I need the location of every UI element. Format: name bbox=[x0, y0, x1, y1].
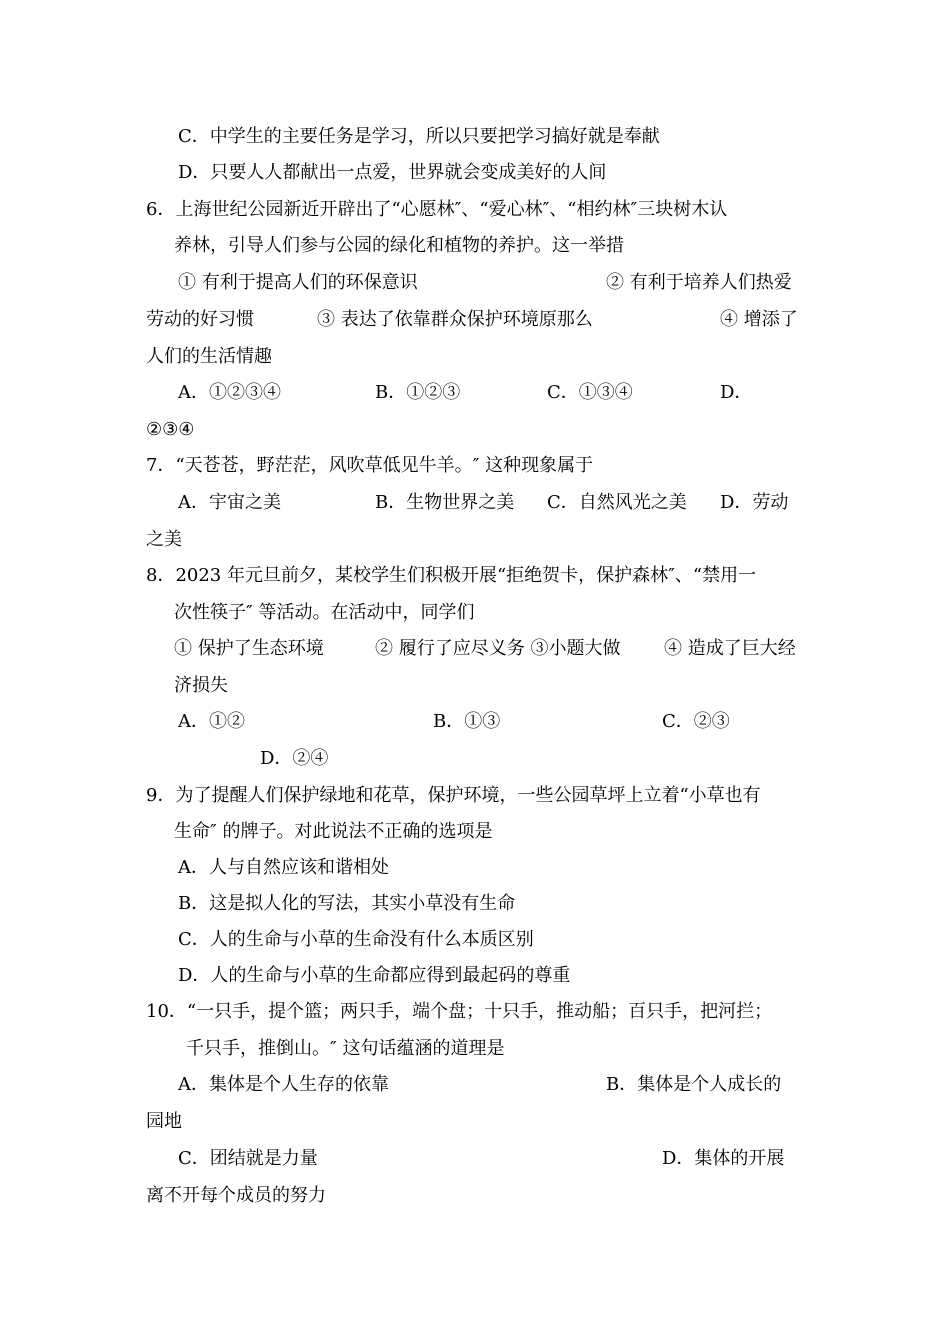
q8-stem-line-1: 8．2023 年元旦前夕，某校学生们积极开展“拒绝贺卡，保护森林″、“禁用一 bbox=[146, 565, 757, 586]
q10-option-d: D．集体的开展 bbox=[662, 1148, 785, 1169]
q8-item-4-cont: 济损失 bbox=[174, 675, 228, 696]
q6-item-1: ① 有利于提高人们的环保意识 bbox=[178, 272, 418, 293]
q7-option-a: A．宇宙之美 bbox=[178, 492, 281, 513]
q9-stem-line-2: 生命″ 的牌子。对此说法不正确的选项是 bbox=[174, 821, 493, 842]
q5-option-c: C．中学生的主要任务是学习，所以只要把学习搞好就是奉献 bbox=[178, 126, 660, 147]
q6-option-a: A．①②③④ bbox=[178, 382, 281, 403]
q9-option-b: B．这是拟人化的写法，其实小草没有生命 bbox=[178, 893, 516, 914]
q10-stem-line-1: 10．“一只手，提个篮；两只手，端个盘；十只手，推动船；百只手，把河拦； bbox=[146, 1001, 773, 1022]
q9-option-c: C．人的生命与小草的生命没有什么本质区别 bbox=[178, 929, 534, 950]
q7-stem: 7．“天苍苍，野茫茫，风吹草低见牛羊。″ 这种现象属于 bbox=[146, 455, 594, 476]
q10-stem-line-2: 千只手，推倒山。″ 这句话蕴涵的道理是 bbox=[186, 1038, 505, 1059]
q8-item-4: ④ 造成了巨大经 bbox=[664, 638, 796, 659]
q6-stem-line-2: 养林，引导人们参与公园的绿化和植物的养护。这一举措 bbox=[174, 235, 624, 256]
q9-stem-line-1: 9．为了提醒人们保护绿地和花草，保护环境，一些公园草坪上立着“小草也有 bbox=[146, 785, 761, 806]
q6-option-c: C．①③④ bbox=[547, 382, 633, 403]
q5-option-d: D．只要人人都献出一点爱，世界就会变成美好的人间 bbox=[178, 162, 607, 183]
q8-option-c: C．②③ bbox=[662, 711, 730, 732]
q7-option-c: C．自然风光之美 bbox=[547, 492, 687, 513]
q6-option-d: D． bbox=[720, 382, 753, 403]
q10-option-b: B．集体是个人成长的 bbox=[606, 1074, 782, 1095]
q8-option-a: A．①② bbox=[178, 711, 245, 732]
q8-option-d: D．②④ bbox=[260, 748, 329, 769]
q6-option-d-cont: ②③④ bbox=[146, 419, 195, 440]
q7-option-d-cont: 之美 bbox=[146, 529, 182, 550]
q6-stem-line-1: 6．上海世纪公园新近开辟出了“心愿林″、“爱心林″、“相约林″三块树木认 bbox=[146, 199, 728, 220]
q10-option-c: C．团结就是力量 bbox=[178, 1148, 318, 1169]
q6-option-b: B．①②③ bbox=[375, 382, 461, 403]
q6-item-2-cont: 劳动的好习惯 bbox=[146, 309, 254, 330]
q9-option-d: D．人的生命与小草的生命都应得到最起码的尊重 bbox=[178, 965, 571, 986]
q8-option-b: B．①③ bbox=[433, 711, 501, 732]
q8-item-1: ① 保护了生态环境 bbox=[174, 638, 324, 659]
q8-stem-line-2: 次性筷子″ 等活动。在活动中，同学们 bbox=[174, 602, 475, 623]
q6-item-3: ③ 表达了依靠群众保护环境原那么 bbox=[317, 309, 593, 330]
q7-option-d: D．劳动 bbox=[720, 492, 789, 513]
q9-option-a: A．人与自然应该和谐相处 bbox=[178, 857, 389, 878]
q6-item-4: ④ 增添了 bbox=[720, 309, 798, 330]
q6-item-2: ② 有利于培养人们热爱 bbox=[606, 272, 792, 293]
q10-option-a: A．集体是个人生存的依靠 bbox=[178, 1074, 389, 1095]
q8-item-2-3: ② 履行了应尽义务 ③小题大做 bbox=[375, 638, 621, 659]
q10-option-b-cont: 园地 bbox=[146, 1111, 182, 1132]
q6-item-4-cont: 人们的生活情趣 bbox=[146, 346, 272, 367]
q10-option-d-cont: 离不开每个成员的努力 bbox=[146, 1185, 326, 1206]
q7-option-b: B．生物世界之美 bbox=[375, 492, 515, 513]
